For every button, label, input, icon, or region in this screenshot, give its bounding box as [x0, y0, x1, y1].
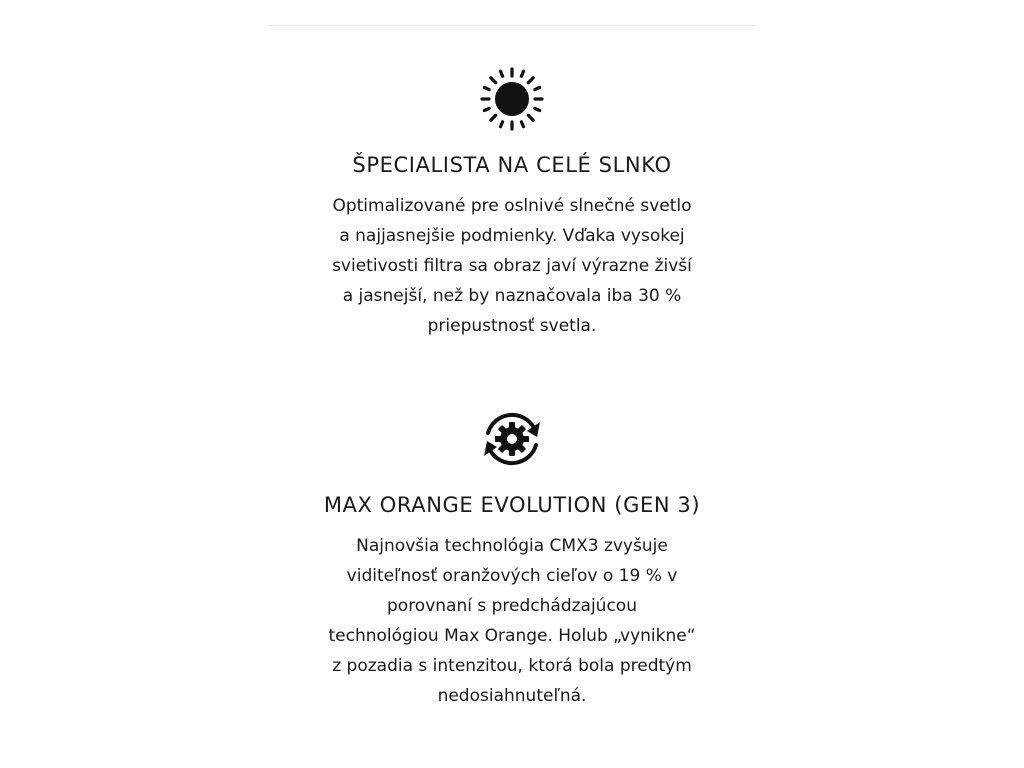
feature-title: MAX ORANGE EVOLUTION (GEN 3) — [323, 493, 701, 517]
description-line: nedosiahnuteľná. — [437, 686, 587, 706]
refresh-gear-icon — [479, 406, 545, 472]
description-line: technológiou Max Orange. Holub „vynikne“ — [328, 626, 696, 646]
description-line: priepustnosť svetla. — [427, 316, 597, 336]
feature-title: ŠPECIALISTA NA CELÉ SLNKO — [352, 153, 672, 177]
description-line: a najjasnejšie podmienky. Vďaka vysokej — [339, 226, 685, 246]
feature-full-sun-specialist — [0, 66, 1024, 341]
description-line: viditeľnosť oranžových cieľov o 19 % v — [346, 566, 678, 586]
description-line: a jasnejší, než by naznačovala iba 30 % — [342, 286, 682, 306]
description-line: porovnaní s predchádzajúcou — [387, 596, 637, 616]
feature-description — [312, 531, 712, 711]
feature-max-orange-evolution — [0, 406, 1024, 711]
description-line: svietivosti filtra sa obraz javí výrazne živší — [332, 256, 692, 276]
sun-icon — [479, 66, 545, 132]
description-line: Najnovšia technológia CMX3 zvyšuje — [356, 536, 668, 556]
description-line: Optimalizované pre oslnivé slnečné svetlo — [332, 196, 692, 216]
description-line: z pozadia s intenzitou, ktorá bola predtým — [332, 656, 692, 676]
top-divider — [268, 25, 756, 26]
feature-description — [312, 191, 712, 341]
